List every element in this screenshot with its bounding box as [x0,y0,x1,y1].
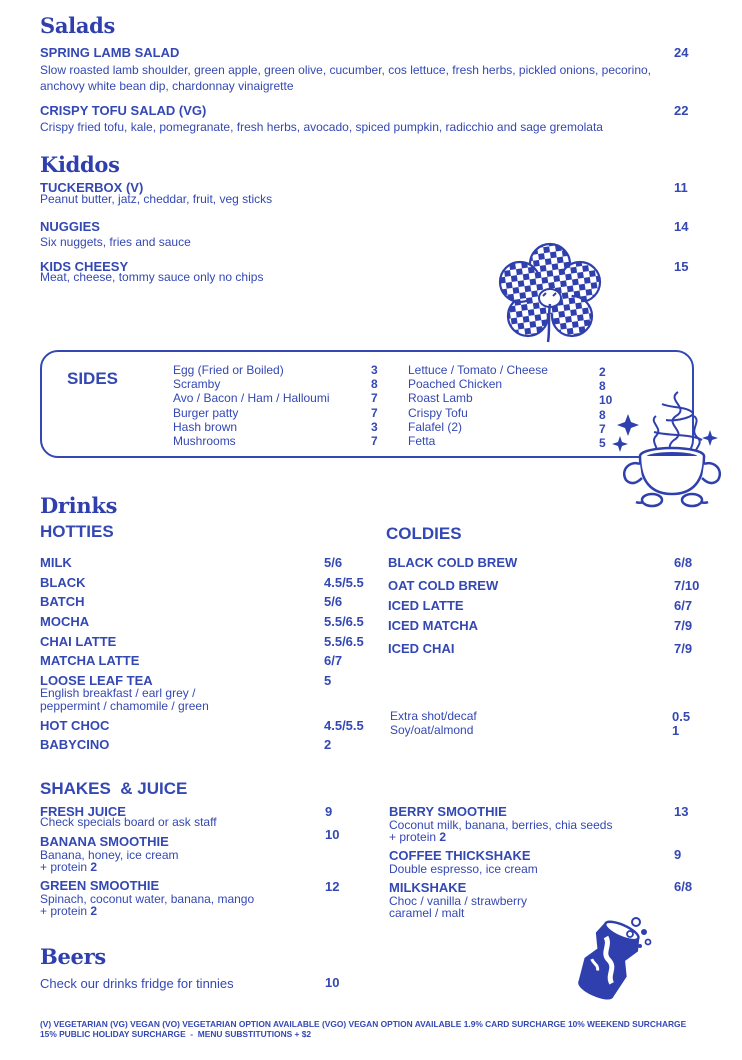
shake-name: COFFEE THICKSHAKE [389,848,531,863]
drink-price: 7/9 [674,618,693,633]
menu-item-description: Six nuggets, fries and sauce [40,235,191,249]
side-price: 8 [599,407,606,422]
shake-name: BERRY SMOOTHIE [389,804,507,819]
drink-name: ICED MATCHA [388,618,479,633]
side-price: 7 [371,405,378,420]
drink-name: MATCHA LATTE [40,653,140,668]
salads-heading: Salads [40,13,116,38]
coldies-heading: COLDIES [386,524,462,543]
menu-item-description: Slow roasted lamb shoulder, green apple, green olive, cucumber, cos lettuce, fresh herbs, pickled onions, pecorino, [40,63,652,77]
shake-price: 9 [325,804,333,819]
shake-price: 9 [674,847,682,862]
drink-price: 7/10 [674,578,700,593]
drink-price: 5/6 [324,594,343,609]
shake-price: 6/8 [674,879,693,894]
sides-right-list [408,363,623,448]
list-item [408,363,623,377]
side-price: 8 [599,379,606,394]
menu-item-price: 22 [674,103,689,118]
list-item [173,434,388,448]
side-price: 2 [599,365,606,379]
drinks-heading: Drinks [40,493,118,518]
protein-label: + protein [389,830,440,844]
shake-description: Check specials board or ask staff [40,815,217,829]
shake-description: Choc / vanilla / strawberry [389,894,528,908]
drink-name: OAT COLD BREW [388,578,499,593]
drink-name: ICED CHAI [388,641,455,656]
side-name: Hash brown [173,419,238,434]
side-price: 7 [371,433,378,448]
list-item [408,377,623,394]
shake-description: Coconut milk, banana, berries, chia seeds [389,818,613,832]
protein-label: + protein [40,904,91,918]
extra-name: Soy/oat/almond [390,723,474,737]
shake-name: BANANA SMOOTHIE [40,834,169,849]
drink-price: 5.5/6.5 [324,634,364,649]
list-item [408,434,623,448]
footer-notes-line2: 15% PUBLIC HOLIDAY SURCHARGE - MENU SUBSTITUTIONS + $2 [40,1029,312,1039]
shake-name: GREEN SMOOTHIE [40,878,160,893]
list-item [173,391,388,405]
side-name: Falafel (2) [408,419,463,434]
drink-name: LOOSE LEAF TEA [40,673,153,688]
beers-heading: Beers [40,944,106,969]
drink-price: 5/6 [324,555,343,570]
beers-description: Check our drinks fridge for tinnies [40,976,234,991]
sides-left-list [173,363,388,448]
checkered-flower-icon [494,242,606,344]
drink-price: 6/8 [674,555,693,570]
list-item [408,406,623,420]
side-name: Mushrooms [173,433,236,448]
side-price: 3 [371,363,378,377]
hotties-heading: HOTTIES [40,522,114,541]
protein-addon [389,830,446,844]
side-name: Egg (Fried or Boiled) [173,363,284,377]
side-price: 7 [371,391,378,406]
drink-name: BABYCINO [40,737,110,752]
drink-price: 4.5/5.5 [324,575,364,590]
shake-description: caramel / malt [389,906,465,920]
side-price: 8 [371,377,378,392]
crushed-can-icon [560,910,656,1006]
sides-heading: SIDES [67,369,119,388]
shakes-heading: SHAKES & JUICE [40,779,188,798]
menu-item-description: anchovy white bean dip, chardonnay vinaigrette [40,79,294,93]
drink-price: 4.5/5.5 [324,718,364,733]
menu-item-name: NUGGIES [40,219,100,234]
side-name: Lettuce / Tomato / Cheese [408,363,548,377]
drink-price: 2 [324,737,332,752]
drink-description: English breakfast / earl grey / [40,686,196,700]
footer-notes-line1: (V) VEGETARIAN (VG) VEGAN (VO) VEGETARIAN OPTION AVAILABLE (VGO) VEGAN OPTION AVAILABLE 1.9% CARD SURCHARGE 10% WEEKEND SURCHARGE [40,1019,687,1029]
list-item [173,363,388,377]
menu-item-name: TUCKERBOX (V) [40,180,144,195]
side-name: Roast Lamb [408,391,473,406]
side-price: 7 [599,421,606,436]
drink-name: BATCH [40,594,85,609]
drink-name: MOCHA [40,614,90,629]
side-name: Poached Chicken [408,377,503,392]
menu-item-name: SPRING LAMB SALAD [40,45,180,60]
side-name: Scramby [173,377,221,392]
list-item [173,377,388,391]
side-name: Fetta [408,433,436,448]
list-item [408,420,623,434]
protein-label: + protein [40,860,91,874]
menu-item-price: 15 [674,259,689,274]
protein-addon [40,860,97,874]
list-item [173,406,388,420]
menu-item-price: 11 [674,180,688,195]
menu-item-price: 14 [674,219,689,234]
protein-price: 2 [90,860,98,874]
side-price: 3 [371,419,378,434]
drink-name: HOT CHOC [40,718,110,733]
shake-name: FRESH JUICE [40,804,126,819]
drink-name: CHAI LATTE [40,634,117,649]
shake-description: Banana, honey, ice cream [40,848,179,862]
side-name: Avo / Bacon / Ham / Halloumi [173,391,330,406]
drink-price: 5 [324,673,332,688]
list-item [408,391,623,408]
protein-price: 2 [90,904,98,918]
drink-price: 7/9 [674,641,693,656]
drink-name: BLACK [40,575,86,590]
menu-item-description: Peanut butter, jatz, cheddar, fruit, veg sticks [40,192,273,206]
menu-item-description: Crispy fried tofu, kale, pomegranate, fresh herbs, avocado, spiced pumpkin, radicchio and sage gremolata [40,120,603,134]
list-item [173,420,388,434]
side-name: Crispy Tofu [408,405,468,420]
drink-price: 6/7 [324,653,343,668]
drink-name: MILK [40,555,72,570]
side-price: 5 [599,435,606,450]
extra-price: 0.5 [672,709,691,724]
menu-item-name: CRISPY TOFU SALAD (VG) [40,103,207,118]
drink-price: 5.5/6.5 [324,614,364,629]
menu-item-price: 24 [674,45,689,60]
menu-item-name: KIDS CHEESY [40,259,129,274]
shake-price: 10 [325,827,340,842]
shake-description: Spinach, coconut water, banana, mango [40,892,255,906]
protein-addon [40,904,97,918]
shake-price: 12 [325,879,340,894]
shake-name: MILKSHAKE [389,880,467,895]
side-price: 10 [599,393,613,408]
kiddos-heading: Kiddos [40,152,120,177]
beers-price: 10 [325,975,340,990]
side-name: Burger patty [173,405,239,420]
shake-description: Double espresso, ice cream [389,862,538,876]
drink-name: ICED LATTE [388,598,464,613]
protein-price: 2 [439,830,447,844]
steaming-cup-character-icon [606,386,732,516]
drink-name: BLACK COLD BREW [388,555,518,570]
drink-description: peppermint / chamomile / green [40,699,209,713]
extra-price: 1 [672,723,680,738]
extra-name: Extra shot/decaf [390,709,477,723]
shake-price: 13 [674,804,689,819]
drink-price: 6/7 [674,598,693,613]
menu-item-description: Meat, cheese, tommy sauce only no chips [40,270,264,284]
